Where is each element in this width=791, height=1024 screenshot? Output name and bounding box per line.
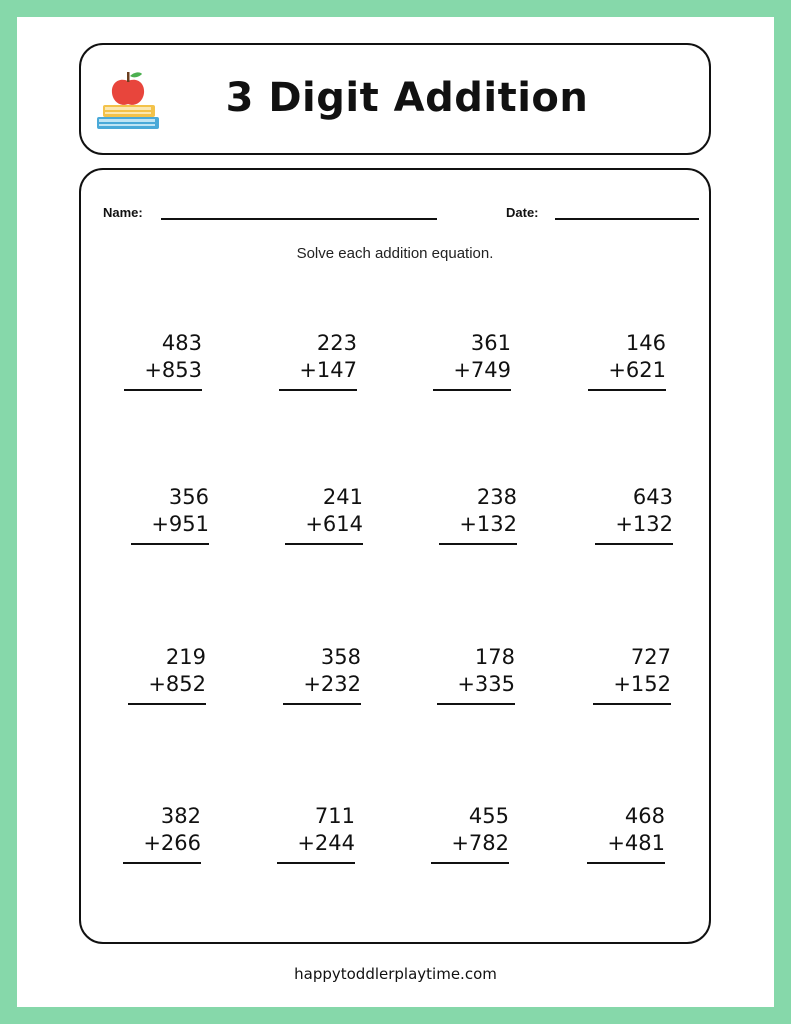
addend-bottom: +132 [459, 512, 517, 536]
problem-4[interactable] [588, 330, 666, 391]
answer-line [431, 862, 509, 864]
addend-top: 455 [468, 804, 509, 828]
footer-url: happytoddlerplaytime.com [294, 965, 497, 983]
problem-15[interactable] [431, 803, 509, 864]
answer-line [593, 703, 671, 705]
problem-6[interactable] [285, 484, 363, 545]
problem-16[interactable] [587, 803, 665, 864]
date-line[interactable] [555, 218, 699, 220]
page-title: 3 Digit Addition [225, 75, 589, 121]
addend-bottom: +951 [151, 512, 209, 536]
addend-bottom: +266 [143, 831, 201, 855]
addend-bottom: +244 [297, 831, 355, 855]
title-banner [79, 43, 711, 155]
problem-10[interactable] [283, 644, 361, 705]
answer-line [124, 389, 202, 391]
answer-line [437, 703, 515, 705]
worksheet-page [17, 17, 774, 1007]
addend-top: 468 [624, 804, 665, 828]
addend-top: 223 [316, 331, 357, 355]
problem-7[interactable] [439, 484, 517, 545]
addend-bottom: +749 [453, 358, 511, 382]
problem-3[interactable] [433, 330, 511, 391]
addend-top: 241 [322, 485, 363, 509]
addend-bottom: +232 [303, 672, 361, 696]
addend-top: 358 [320, 645, 361, 669]
addend-bottom: +147 [299, 358, 357, 382]
problem-13[interactable] [123, 803, 201, 864]
problem-5[interactable] [131, 484, 209, 545]
name-line[interactable] [161, 218, 437, 220]
answer-line [279, 389, 357, 391]
problem-9[interactable] [128, 644, 206, 705]
addend-bottom: +621 [608, 358, 666, 382]
addend-bottom: +152 [613, 672, 671, 696]
addend-bottom: +782 [451, 831, 509, 855]
name-label: Name: [103, 205, 143, 220]
addend-bottom: +852 [148, 672, 206, 696]
addend-top: 711 [314, 804, 355, 828]
addend-bottom: +614 [305, 512, 363, 536]
problem-11[interactable] [437, 644, 515, 705]
addend-bottom: +853 [144, 358, 202, 382]
answer-line [587, 862, 665, 864]
answer-line [595, 543, 673, 545]
answer-line [128, 703, 206, 705]
problem-2[interactable] [279, 330, 357, 391]
addend-top: 643 [632, 485, 673, 509]
addend-top: 382 [160, 804, 201, 828]
answer-line [283, 703, 361, 705]
problem-8[interactable] [595, 484, 673, 545]
answer-line [588, 389, 666, 391]
addend-bottom: +481 [607, 831, 665, 855]
addend-bottom: +335 [457, 672, 515, 696]
date-label: Date: [506, 205, 539, 220]
addend-top: 727 [630, 645, 671, 669]
addend-top: 238 [476, 485, 517, 509]
addend-top: 219 [165, 645, 206, 669]
problem-12[interactable] [593, 644, 671, 705]
addend-top: 361 [470, 331, 511, 355]
instructions: Solve each addition equation. [296, 245, 494, 262]
answer-line [439, 543, 517, 545]
addend-bottom: +132 [615, 512, 673, 536]
problem-14[interactable] [277, 803, 355, 864]
answer-line [277, 862, 355, 864]
addend-top: 483 [161, 331, 202, 355]
answer-line [123, 862, 201, 864]
addend-top: 356 [168, 485, 209, 509]
problems-panel [79, 168, 711, 944]
answer-line [131, 543, 209, 545]
addend-top: 178 [474, 645, 515, 669]
addend-top: 146 [625, 331, 666, 355]
problem-1[interactable] [124, 330, 202, 391]
answer-line [285, 543, 363, 545]
answer-line [433, 389, 511, 391]
